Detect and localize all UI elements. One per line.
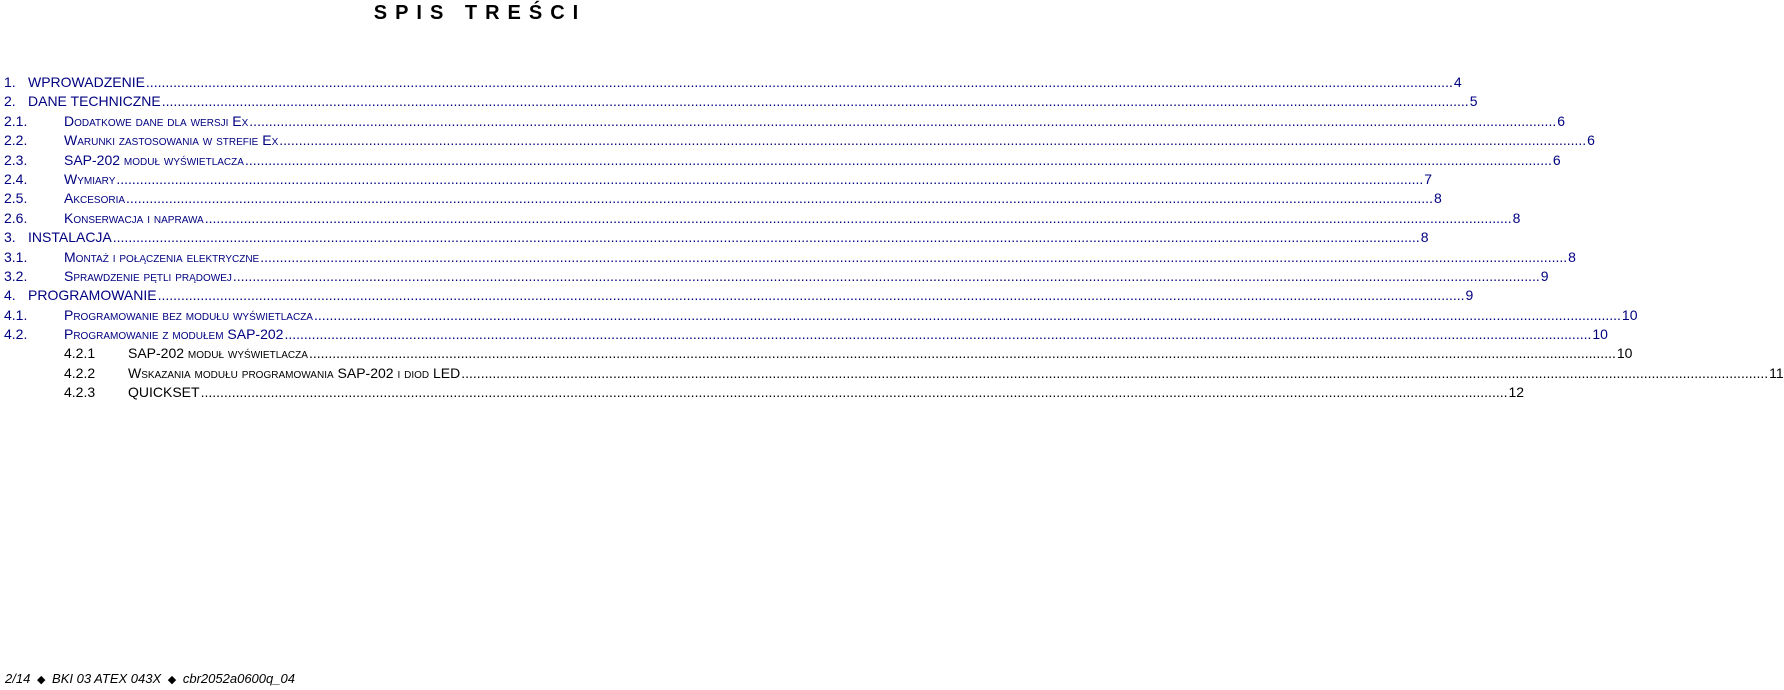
- toc-entry-label: INSTALACJA: [28, 229, 112, 246]
- toc-entry-number: 3.1.: [4, 248, 28, 265]
- toc-entry-page: 8: [1512, 209, 1521, 226]
- toc-entry-number: 2.3.: [4, 151, 28, 168]
- toc-leader-dots: [260, 248, 1567, 267]
- toc-leader-dots: [201, 383, 1508, 402]
- toc-entry[interactable]: [4, 112, 1566, 131]
- toc-entry-page: 5: [1469, 93, 1478, 110]
- toc-entry-label: DANE TECHNICZNE: [28, 93, 161, 110]
- toc-entry-number: 4.: [4, 287, 16, 304]
- toc-entry-label: Sprawdzenie pętli prądowej: [64, 267, 232, 284]
- toc-entry[interactable]: [4, 364, 1784, 383]
- toc-entry-page: 12: [1508, 384, 1525, 401]
- toc-entry-number: 4.2.2: [64, 364, 96, 381]
- toc-entry-label: Programowanie bez modułu wyświetlacza: [64, 306, 313, 323]
- toc-entry[interactable]: [4, 325, 1608, 344]
- toc-entry-label: Wskazania modułu programowania SAP-202 i diod LED: [128, 364, 461, 381]
- toc-entry-page: 9: [1540, 267, 1549, 284]
- toc-entry-number: 3.: [4, 229, 16, 246]
- toc-leader-dots: [205, 209, 1512, 228]
- toc-entry-page: 10: [1616, 345, 1633, 362]
- toc-entry-number: 2.5.: [4, 190, 28, 207]
- toc-entry-page: 8: [1420, 229, 1429, 246]
- toc-leader-dots: [314, 306, 1621, 325]
- toc-entry-label: QUICKSET: [128, 384, 200, 401]
- toc-entry-page: 4: [1453, 74, 1462, 90]
- toc-entry-number: 2.6.: [4, 209, 28, 226]
- footer-page-number: 2/14: [5, 671, 31, 686]
- toc-leader-dots: [146, 73, 1453, 92]
- footer-file-name: cbr2052a0600q_04: [182, 671, 295, 686]
- toc-entry-page: 10: [1621, 306, 1638, 323]
- toc-entry[interactable]: [4, 344, 1633, 363]
- toc-entry-number: 4.2.1: [64, 345, 96, 362]
- toc-leader-dots: [245, 151, 1552, 170]
- toc-entry-label: Montaż i połączenia elektryczne: [64, 248, 260, 265]
- toc-entry-number: 2.2.: [4, 132, 28, 149]
- toc-entry-number: 4.2.3: [64, 384, 96, 401]
- toc-entry-number: 4.1.: [4, 306, 28, 323]
- toc-entry[interactable]: [4, 92, 1478, 111]
- toc-entry-page: 6: [1552, 151, 1561, 168]
- toc-entry[interactable]: [4, 209, 1521, 228]
- toc-leader-dots: [284, 325, 1591, 344]
- toc-entry-page: 6: [1557, 112, 1566, 129]
- toc-entry-page: 11: [1769, 364, 1784, 381]
- footer-document-id: BKI 03 ATEX 043X: [52, 671, 162, 686]
- toc-leader-dots: [461, 364, 1768, 383]
- toc-entry-label: Wymiary: [64, 170, 116, 187]
- toc-entry-number: 2.1.: [4, 112, 28, 129]
- toc-entry-page: 8: [1568, 248, 1576, 265]
- toc-leader-dots: [158, 286, 1465, 305]
- toc-entry-label: SAP-202 moduł wyświetlacza: [128, 345, 308, 362]
- table-of-contents: [4, 73, 1784, 403]
- toc-entry[interactable]: [4, 267, 1549, 286]
- toc-leader-dots: [162, 92, 1469, 111]
- toc-entry-number: 2.: [4, 93, 16, 110]
- toc-entry-page: 7: [1424, 170, 1433, 187]
- toc-entry[interactable]: [4, 383, 1525, 402]
- toc-entry[interactable]: [4, 228, 1429, 247]
- page-title: SPIS TREŚCI: [373, 2, 587, 24]
- toc-entry-page: 8: [1433, 190, 1442, 207]
- toc-entry-number: 3.2.: [4, 267, 28, 284]
- toc-entry-page: 6: [1587, 132, 1595, 149]
- toc-entry-number: 2.4.: [4, 170, 28, 187]
- toc-entry[interactable]: [4, 286, 1474, 305]
- toc-entry[interactable]: [4, 73, 1462, 92]
- toc-leader-dots: [249, 112, 1556, 131]
- toc-entry-page: 10: [1592, 326, 1608, 343]
- toc-entry-label: Dodatkowe dane dla wersji Ex: [64, 112, 249, 129]
- diamond-icon: ◆: [167, 674, 177, 686]
- toc-leader-dots: [279, 131, 1586, 150]
- toc-leader-dots: [116, 170, 1423, 189]
- toc-entry[interactable]: [4, 248, 1576, 267]
- toc-leader-dots: [233, 267, 1540, 286]
- toc-entry-page: 9: [1465, 287, 1474, 304]
- toc-entry-label: PROGRAMOWANIE: [28, 287, 157, 304]
- toc-entry-label: Akcesoria: [64, 190, 126, 207]
- toc-entry-label: Konserwacja i naprawa: [64, 209, 204, 226]
- toc-entry[interactable]: [4, 131, 1595, 150]
- toc-entry[interactable]: [4, 151, 1561, 170]
- toc-entry[interactable]: [4, 306, 1638, 325]
- toc-entry-label: Programowanie z modułem SAP-202: [64, 326, 284, 343]
- toc-entry-number: 4.2.: [4, 326, 28, 343]
- toc-entry-label: SAP-202 moduł wyświetlacza: [64, 151, 244, 168]
- toc-entry-number: 1.: [4, 74, 16, 90]
- toc-leader-dots: [113, 228, 1420, 247]
- toc-entry-label: WPROWADZENIE: [28, 74, 145, 90]
- toc-entry[interactable]: [4, 189, 1442, 208]
- toc-leader-dots: [126, 189, 1433, 208]
- page-footer: [5, 671, 295, 686]
- toc-entry[interactable]: [4, 170, 1433, 189]
- toc-leader-dots: [309, 344, 1616, 363]
- toc-entry-label: Warunki zastosowania w strefie Ex: [64, 132, 279, 149]
- diamond-icon: ◆: [36, 674, 46, 686]
